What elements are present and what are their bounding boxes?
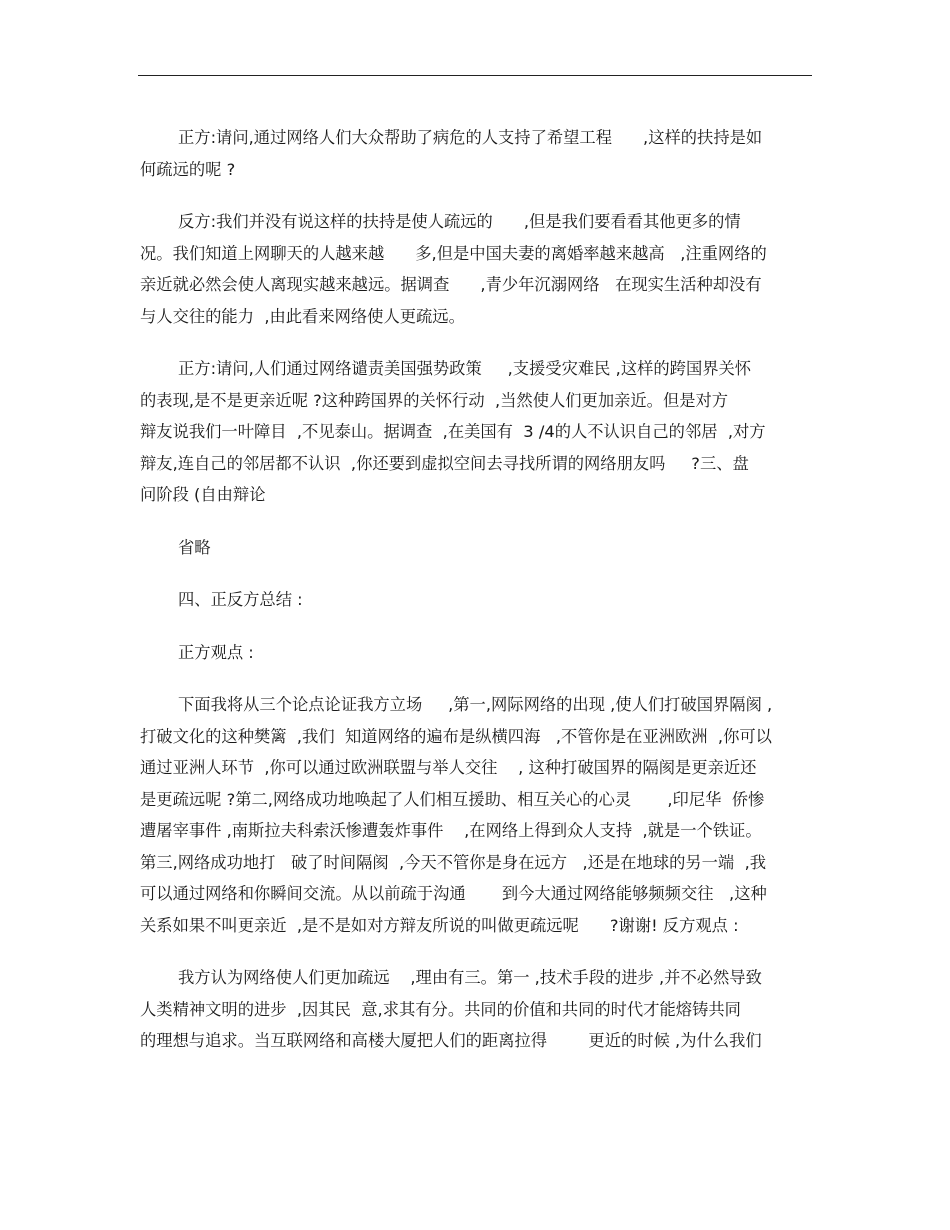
para-con-reply-1 xyxy=(140,206,812,332)
text-line: 何疏远的呢 ? xyxy=(140,159,236,179)
text-line: 辩友说我们一叶障目 ,不见泰山。据调查 ,在美国有 3 /4的人不认识自己的邻居 ,对方 xyxy=(140,422,766,441)
text-line: 正方:请问,人们通过网络谴责美国强势政策 ,支援受灾难民 ,这样的跨国界关怀 xyxy=(178,359,752,378)
text-line: 反方:我们并没有说这样的扶持是使人疏远的 ,但是我们要看看其他更多的情 xyxy=(178,212,741,231)
para-pro-viewpoint-label xyxy=(140,637,812,669)
text-line: 问阶段 (自由辩论 xyxy=(140,485,266,504)
text-line: 是更疏远呢 ?第二,网络成功地唤起了人们相互援助、相互关心的心灵 ,印尼华 侨惨 xyxy=(140,789,765,809)
section-heading-summary xyxy=(140,584,812,616)
text-line: 况。我们知道上网聊天的人越来越 多,但是中国夫妻的离婚率越来越高 ,注重网络的 xyxy=(140,243,767,263)
text-line: 正方:请问,通过网络人们大众帮助了病危的人支持了希望工程 ,这样的扶持是如 xyxy=(178,128,763,147)
text-line: 第三,网络成功地打 破了时间隔阂 ,今天不管你是身在远方 ,还是在地球的另一端 ,我 xyxy=(140,852,767,872)
document-body xyxy=(140,122,812,1078)
text-line: 与人交往的能力 ,由此看来网络使人更疏远。 xyxy=(140,306,465,326)
text-line: 可以通过网络和你瞬间交流。从以前疏于沟通 到今大通过网络能够频频交往 ,这种 xyxy=(140,884,767,903)
para-pro-viewpoint xyxy=(140,689,812,941)
para-omitted xyxy=(140,532,812,564)
header-rule xyxy=(138,75,812,76)
text-line: 下面我将从三个论点论证我方立场 ,第一,网际网络的出现 ,使人们打破国界隔阂 , xyxy=(178,695,773,714)
para-con-viewpoint xyxy=(140,962,812,1057)
text-line: 遭屠宰事件 ,南斯拉夫科索沃惨遭轰炸事件 ,在网络上得到众人支持 ,就是一个铁证。 xyxy=(140,821,762,840)
text-line: 四、正反方总结 : xyxy=(178,590,303,609)
text-line: 通过亚洲人环节 ,你可以通过欧洲联盟与举人交往 , 这种打破国界的隔阂是更亲近还 xyxy=(140,758,757,777)
text-line: 打破文化的这种樊篱 ,我们 知道网络的遍布是纵横四海 ,不管你是在亚洲欧洲 ,你可以 xyxy=(140,726,772,746)
text-line: 省略 xyxy=(178,537,211,557)
text-line: 亲近就必然会使人离现实越来越远。据调查 ,青少年沉溺网络 在现实生活种却没有 xyxy=(140,275,762,294)
text-line: 的理想与追求。当互联网络和高楼大厦把人们的距离拉得 更近的时候 ,为什么我们 xyxy=(140,1031,762,1050)
text-line: 关系如果不叫更亲近 ,是不是如对方辩友所说的叫做更疏远呢 ?谢谢! 反方观点 : xyxy=(140,915,739,935)
text-line: 我方认为网络使人们更加疏远 ,理由有三。第一 ,技术手段的进步 ,并不必然导致 xyxy=(178,968,762,987)
text-line: 辩友,连自己的邻居都不认识 ,你还要到虚拟空间去寻找所谓的网络朋友吗 ?三、盘 xyxy=(140,453,749,473)
para-pro-question-2 xyxy=(140,353,812,511)
text-line: 的表现,是不是更亲近呢 ?这种跨国界的关怀行动 ,当然使人们更加亲近。但是对方 xyxy=(140,390,729,410)
text-line: 正方观点 : xyxy=(178,642,254,662)
text-line: 人类精神文明的进步 ,因其民 意,求其有分。共同的价值和共同的时代才能熔铸共同 xyxy=(140,999,741,1019)
para-pro-question-1 xyxy=(140,122,812,185)
